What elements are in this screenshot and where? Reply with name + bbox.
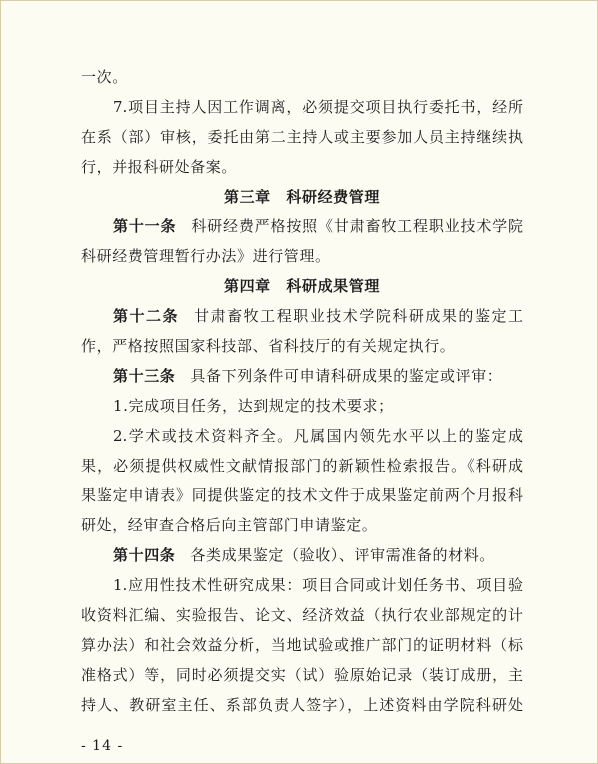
list-item: [81, 422, 523, 542]
document-body: [81, 63, 523, 721]
article-text: 具备下列条件可申请科研成果的鉴定或评审：: [190, 366, 503, 385]
list-item: 1.完成项目任务，达到规定的技术要求；: [113, 396, 394, 415]
paragraph-line: 作，严格按照国家科技部、省科技厅的有关规定执行。: [81, 337, 456, 356]
paragraph-line: 7.项目主持人因工作调离，必须提交项目执行委托书，经所: [113, 97, 523, 116]
article-first-line: [81, 362, 523, 392]
page-number: - 14 -: [81, 738, 124, 754]
chapter-heading: 第三章 科研经费管理: [223, 187, 380, 206]
article-first-line: [81, 541, 523, 571]
article-13-paragraph: [81, 362, 523, 541]
article-12-paragraph: [81, 302, 523, 362]
article-label: 第十四条: [113, 546, 176, 565]
article-label: 第十一条: [113, 217, 177, 236]
paragraph-line: 在系（部）审核，委托由第二主持人或主要参加人员主持继续执: [81, 127, 523, 146]
paragraph-line: 算办法）和社会效益分析，当地试验或推广部门的证明材料（标: [81, 635, 523, 654]
paragraph-line: 行，并报科研处备案。: [81, 157, 238, 176]
article-text: 各类成果鉴定（验收）、评审需准备的材料。: [190, 546, 495, 565]
article-label: 第十三条: [113, 366, 176, 385]
paragraph-line: 研处，经审查合格后向主管部门申请鉴定。: [81, 516, 378, 535]
paragraph-line: 果，必须提供权威性文献情报部门的新颖性检索报告。《科研成: [81, 456, 523, 475]
paragraph-line: 果鉴定申请表》同提供鉴定的技术文件于成果鉴定前两个月报科: [81, 486, 523, 505]
article-14-paragraph: [81, 541, 523, 720]
article-text: 甘肃畜牧工程职业技术学院科研成果的鉴定工: [194, 307, 523, 326]
paragraph-line: 持人、教研室主任、系部负责人签字），上述资料由学院科研处: [81, 695, 523, 714]
paragraph-line: 1.应用性技术性研究成果：项目合同或计划任务书、项目验: [113, 576, 523, 595]
article-first-line: [81, 212, 523, 242]
paragraph-line: 一次。: [81, 68, 128, 86]
list-item: [81, 571, 523, 720]
chapter-heading: 第四章 科研成果管理: [223, 277, 380, 296]
article-text: 科研经费严格按照《甘肃畜牧工程职业技术学院: [191, 217, 523, 236]
item-7-paragraph: [81, 93, 523, 183]
article-label: 第十二条: [113, 307, 180, 326]
paragraph-line: 2.学术或技术资料齐全。凡属国内领先水平以上的鉴定成: [113, 426, 523, 445]
paragraph-line: 科研经费管理暂行办法》进行管理。: [81, 247, 331, 266]
article-first-line: [81, 302, 523, 332]
paragraph-line: 收资料汇编、实验报告、论文、经济效益（执行农业部规定的计: [81, 606, 523, 625]
paragraph-line: 准格式）等，同时必须提交实（试）验原始记录（装订成册，主: [81, 665, 523, 684]
article-11-paragraph: [81, 212, 523, 272]
